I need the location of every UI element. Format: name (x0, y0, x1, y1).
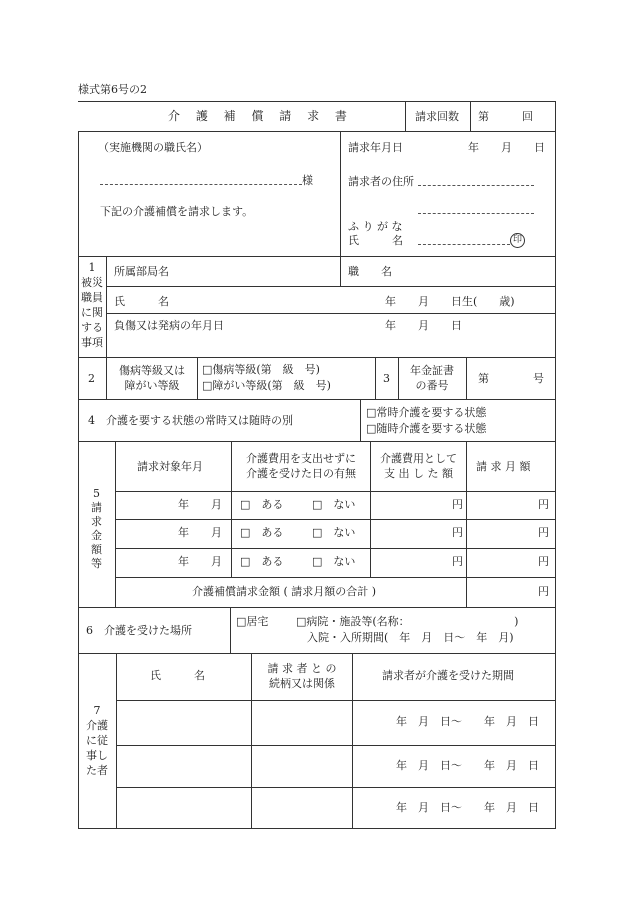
row1-paid-unit: 円 (452, 498, 463, 511)
section5-label: 5 請 求 金 額 等 (91, 487, 102, 570)
admission-period: 入院・入所期間( 年 月 日～ 年 月) (307, 631, 514, 644)
col-target-month: 請求対象年月 (137, 460, 203, 473)
pension-certificate-label: 年金証書 の番号 (410, 364, 454, 392)
col-claim-amount: 請 求 月 額 (476, 460, 531, 473)
address-line[interactable] (418, 185, 534, 186)
total-claim-unit: 円 (538, 585, 549, 598)
col-care-period: 請求者が介護を受けた期間 (382, 669, 514, 682)
row1-month: 年 月 (178, 498, 222, 511)
row2-paid-unit: 円 (452, 526, 463, 539)
row1-no[interactable]: □ ない (312, 498, 356, 511)
row3-month: 年 月 (178, 555, 222, 568)
care-location-label: 6 介護を受けた場所 (86, 624, 192, 637)
col-unpaid-care: 介護費用を支出せずに 介護を受けた日の有無 (246, 452, 356, 480)
caregiver1-period: 年 月 日～ 年 月 日 (396, 715, 539, 728)
agency-label: （実施機関の職氏名） (98, 141, 208, 154)
claimant-name-line[interactable] (418, 244, 510, 245)
sama-label: 様 (302, 174, 313, 187)
furigana-label: ふ り が な (348, 220, 403, 233)
section3-number: 3 (383, 372, 390, 385)
constant-care-option[interactable]: □常時介護を要する状態 (366, 406, 487, 419)
hospital-option[interactable]: □病院・施設等(名称： ) (296, 615, 519, 628)
total-claim-label: 介護補償請求金額 ( 請求月額の合計 ) (192, 585, 377, 598)
col-paid-amount: 介護費用として 支 出 し た 額 (380, 452, 457, 480)
job-title-label: 職 名 (348, 265, 392, 278)
form-title: 介 護 補 償 請 求 書 (168, 109, 353, 123)
address-label: 請求者の住所 (348, 175, 414, 188)
injury-date-value: 年 月 日 (385, 319, 462, 332)
section7-label: 7 介護 に従 事し た者 (86, 704, 108, 777)
birth-date-label: 年 月 日生( 歳) (385, 295, 515, 308)
claim-date-value: 年 月 日 (468, 141, 545, 154)
row3-paid-unit: 円 (452, 555, 463, 568)
occasional-care-option[interactable]: □随時介護を要する状態 (366, 422, 487, 435)
agency-name-line[interactable] (100, 184, 302, 185)
claim-count-label: 請求回数 (415, 110, 459, 123)
row3-amount-unit: 円 (538, 555, 549, 568)
row2-amount-unit: 円 (538, 526, 549, 539)
request-text: 下記の介護補償を請求します。 (100, 205, 254, 218)
claimant-name-label: 氏 名 (348, 234, 403, 247)
employee-name-label: 氏 名 (114, 295, 169, 308)
section1-label: 1 被災 職員 に関 する 事項 (81, 261, 103, 349)
section2-number: 2 (88, 372, 95, 385)
home-option[interactable]: □居宅 (236, 615, 269, 628)
row2-no[interactable]: □ ない (312, 526, 356, 539)
dept-label: 所属部局名 (114, 265, 169, 278)
row1-yes[interactable]: □ ある (240, 498, 284, 511)
form-number: 様式第6号の2 (78, 83, 147, 96)
row3-yes[interactable]: □ ある (240, 555, 284, 568)
row2-yes[interactable]: □ ある (240, 526, 284, 539)
claim-count-value: 第 回 (478, 110, 533, 123)
disability-grade-option[interactable]: □障がい等級(第 級 号) (202, 379, 331, 392)
seal-mark: 印 (510, 233, 525, 248)
caregiver3-period: 年 月 日～ 年 月 日 (396, 801, 539, 814)
grade-label: 傷病等級又は 障がい等級 (119, 364, 185, 392)
row1-amount-unit: 円 (538, 498, 549, 511)
caregiver2-period: 年 月 日～ 年 月 日 (396, 759, 539, 772)
injury-grade-option[interactable]: □傷病等級(第 級 号) (202, 363, 320, 376)
address-line-2[interactable] (418, 213, 534, 214)
col-caregiver-name: 氏 名 (150, 669, 205, 682)
row3-no[interactable]: □ ない (312, 555, 356, 568)
row2-month: 年 月 (178, 526, 222, 539)
injury-date-label: 負傷又は発病の年月日 (114, 319, 224, 332)
pension-certificate-value: 第 号 (478, 372, 544, 385)
col-relationship: 請 求 者 と の 続柄又は関係 (267, 662, 337, 690)
claim-date-label: 請求年月日 (348, 141, 403, 154)
care-state-label: 4 介護を要する状態の常時又は随時の別 (88, 414, 293, 427)
